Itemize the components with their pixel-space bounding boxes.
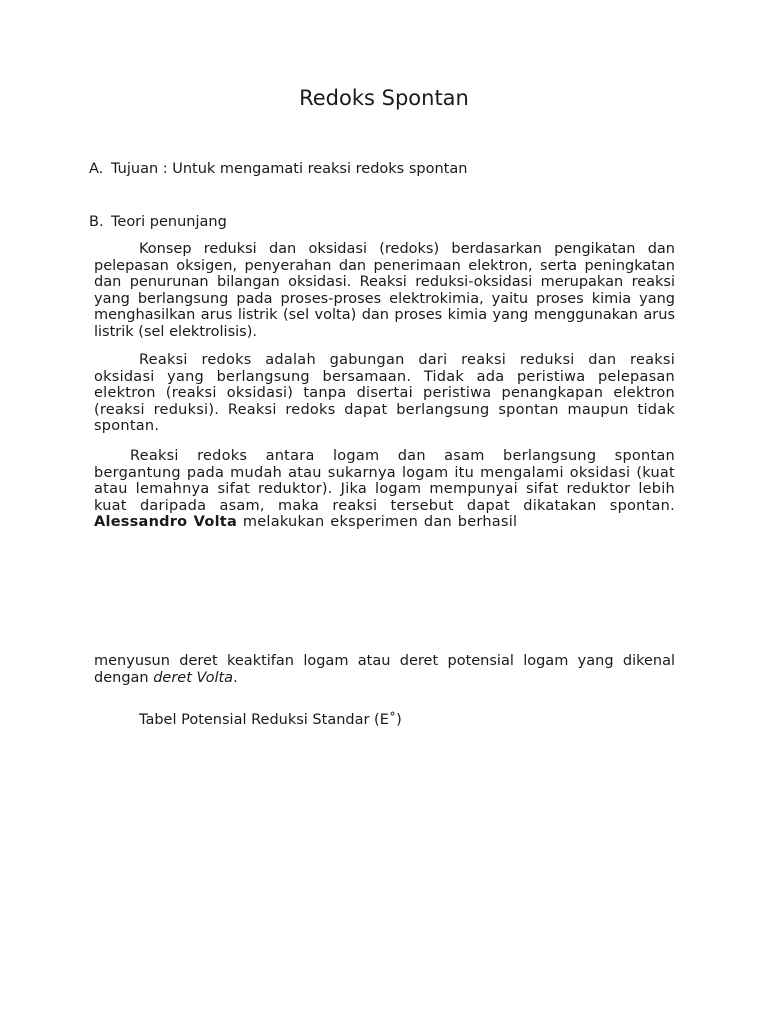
paragraph-3-text-end: melakukan eksperimen dan berhasil [237,514,518,530]
paragraph-3-text-start: Reaksi redoks antara logam dan asam berlangsung spontan bergantung pada mudah atau sukarnya logam itu mengalami oksidasi (kuat atau lemahnya sifat reduktor). Jika logam mempunyai sifat reduktor lebih kuat daripada asam, maka reaksi tersebut dapat dikatakan spontan. [94,448,675,514]
section-b-heading [89,214,227,230]
table-caption: Tabel Potensial Reduksi Standar (E˚) [139,712,402,728]
section-a-marker: A. [89,161,104,177]
section-a-text: Tujuan : Untuk mengamati reaksi redoks spontan [111,161,468,177]
paragraph-3 [94,448,675,531]
paragraph-3-bold-name: Alessandro Volta [94,514,238,530]
paragraph-4-italic-term: deret Volta [153,669,234,686]
section-b-marker: B. [89,214,104,230]
section-b-text: Teori penunjang [111,214,227,230]
paragraph-2: Reaksi redoks adalah gabungan dari reaksi reduksi dan reaksi oksidasi yang berlangsung bersamaan. Tidak ada peristiwa pelepasan elektron (reaksi oksidasi) tanpa disertai peristiwa penangkapan elektron (reaksi reduksi). Reaksi redoks dapat berlangsung spontan maupun tidak spontan. [94,352,675,434]
section-a-heading [89,161,467,177]
paragraph-1: Konsep reduksi dan oksidasi (redoks) berdasarkan pengikatan dan pelepasan oksigen, penyerahan dan penerimaan elektron, serta peningkatan dan penurunan bilangan oksidasi. Reaksi reduksi-oksidasi merupakan reaksi yang berlangsung pada proses-proses elektrokimia, yaitu proses kimia yang menghasilkan arus listrik (sel volta) dan proses kimia yang menggunakan arus listrik (sel elektrolisis). [94,241,675,340]
paragraph-4-text-end: . [233,669,238,686]
paragraph-4 [94,653,675,686]
paragraph-4-text-start: menyusun deret keaktifan logam atau deret potensial logam yang dikenal dengan [94,653,675,686]
page-title: Redoks Spontan [299,86,469,110]
